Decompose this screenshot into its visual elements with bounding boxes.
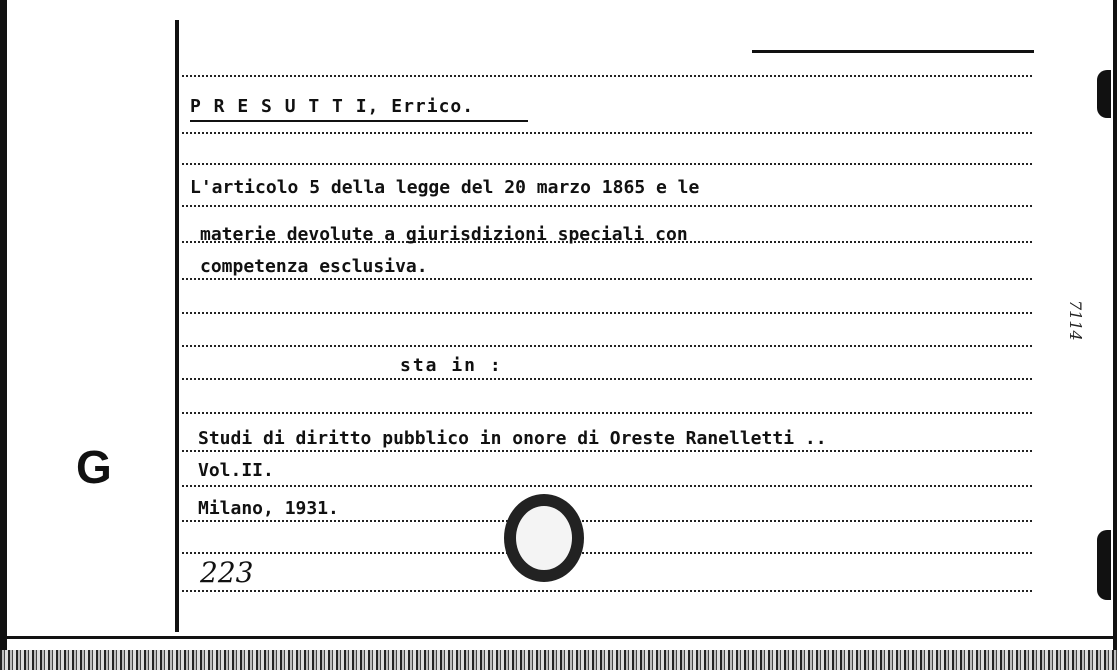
ruled-line bbox=[182, 205, 1032, 207]
ruled-line bbox=[182, 485, 1032, 487]
ruled-line bbox=[182, 312, 1032, 314]
title-line-1: L'articolo 5 della legge del 20 marzo 1865 e le bbox=[190, 177, 700, 198]
author-line: P R E S U T T I, Errico. bbox=[190, 96, 475, 117]
ruled-line bbox=[182, 75, 1032, 77]
ruled-line bbox=[182, 552, 1032, 554]
bottom-rule bbox=[0, 636, 1117, 639]
source-line-3: Milano, 1931. bbox=[198, 498, 339, 519]
shelf-number: 223 bbox=[200, 556, 254, 589]
ruled-line bbox=[182, 163, 1032, 165]
ruled-line bbox=[182, 345, 1032, 347]
scan-right-edge bbox=[1113, 0, 1117, 670]
ruled-line bbox=[182, 278, 1032, 280]
card-margin-line bbox=[175, 20, 179, 632]
title-line-3: competenza esclusiva. bbox=[200, 256, 428, 277]
author-underline bbox=[190, 120, 528, 122]
ruled-line bbox=[182, 132, 1032, 134]
ruled-line bbox=[182, 378, 1032, 380]
section-letter: G bbox=[76, 441, 112, 493]
handwritten-mark: 7114 bbox=[1066, 300, 1085, 341]
scan-noise-band bbox=[0, 650, 1117, 670]
in-label: sta in : bbox=[400, 355, 503, 376]
source-line-1: Studi di diritto pubblico in onore di Oreste Ranelletti .. bbox=[198, 428, 827, 449]
ruled-line bbox=[182, 520, 1032, 522]
ruled-line bbox=[182, 450, 1032, 452]
source-line-2: Vol.II. bbox=[198, 460, 274, 481]
punch-hole bbox=[504, 494, 584, 582]
title-line-2: materie devolute a giurisdizioni speciali con bbox=[200, 224, 688, 245]
ruled-line bbox=[182, 590, 1032, 592]
right-tab-upper bbox=[1097, 70, 1111, 118]
right-tab-lower bbox=[1097, 530, 1111, 600]
scan-left-edge bbox=[0, 0, 7, 670]
card-top-rule bbox=[752, 50, 1034, 53]
ruled-line bbox=[182, 412, 1032, 414]
